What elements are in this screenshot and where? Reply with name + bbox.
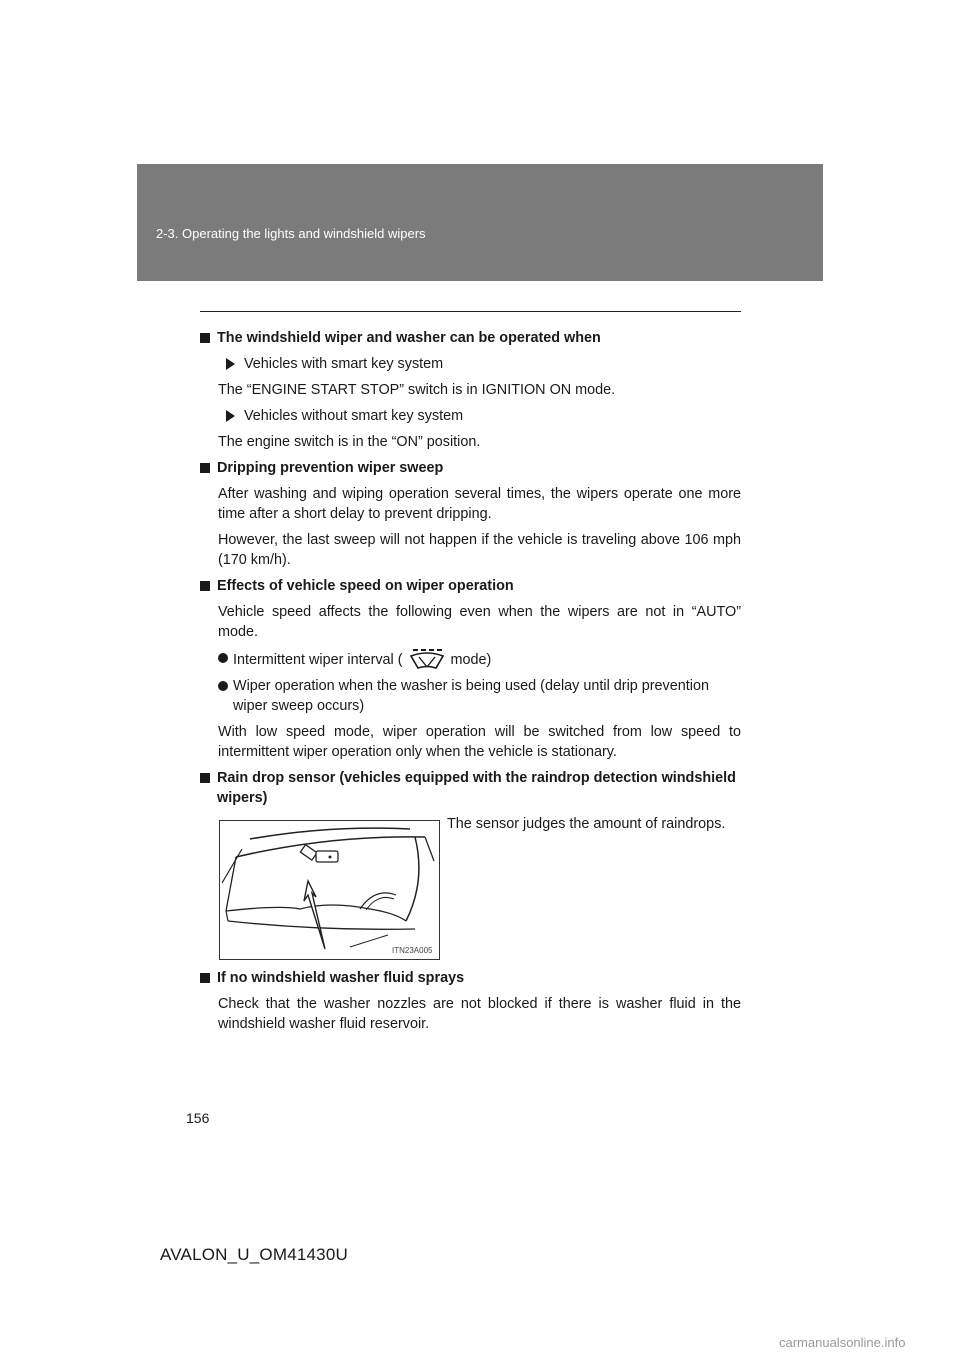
section-operating-conditions [200, 328, 741, 452]
arrow-item: Vehicles with smart key system [200, 354, 741, 374]
page-content [200, 328, 741, 1040]
square-bullet-icon [200, 773, 210, 783]
section-title: Dripping prevention wiper sweep [200, 458, 741, 478]
rain-sensor-illustration [219, 820, 440, 960]
section-header-title: 2-3. Operating the lights and windshield wipers [156, 226, 426, 241]
square-bullet-icon [200, 333, 210, 343]
paragraph: The engine switch is in the “ON” position. [218, 434, 481, 450]
section-vehicle-speed-effects [200, 576, 741, 762]
section-rain-drop-sensor [200, 768, 741, 960]
round-bullet-icon [218, 681, 228, 691]
paragraph: However, the last sweep will not happen if the vehicle is traveling above 106 mph (170 km/h). [218, 532, 741, 568]
paragraph: With low speed mode, wiper operation will be switched from low speed to intermittent wiper operation only when the vehicle is stationary. [218, 724, 741, 760]
paragraph: After washing and wiping operation several times, the wipers operate one more time after a short delay to prevent dripping. [218, 486, 741, 522]
triangle-arrow-icon [226, 410, 235, 422]
square-bullet-icon [200, 463, 210, 473]
figure-caption: The sensor judges the amount of raindrops. [447, 816, 726, 832]
section-title: If no windshield washer fluid sprays [200, 968, 741, 988]
paragraph: Check that the washer nozzles are not blocked if there is washer fluid in the windshield washer fluid reservoir. [218, 996, 741, 1032]
paragraph: Vehicle speed affects the following even when the wipers are not in “AUTO” mode. [218, 604, 741, 640]
section-header-band [137, 164, 823, 281]
round-bullet-icon [218, 653, 228, 663]
top-divider [200, 311, 741, 312]
section-title: Effects of vehicle speed on wiper operation [200, 576, 741, 596]
figure-code: ITN23A005 [392, 946, 433, 955]
windshield-sensor-drawing [220, 821, 439, 959]
section-dripping-prevention [200, 458, 741, 570]
figure-row [200, 814, 741, 960]
square-bullet-icon [200, 973, 210, 983]
section-no-washer-fluid [200, 968, 741, 1034]
intermittent-wiper-icon [407, 648, 447, 670]
square-bullet-icon [200, 581, 210, 591]
watermark: carmanualsonline.info [779, 1335, 906, 1350]
document-code: AVALON_U_OM41430U [160, 1245, 348, 1264]
paragraph: The “ENGINE START STOP” switch is in IGNITION ON mode. [218, 382, 616, 398]
list-item: Intermittent wiper interval ( mode) [200, 648, 741, 670]
arrow-item: Vehicles without smart key system [200, 406, 741, 426]
page-number: 156 [186, 1110, 210, 1126]
section-title: Rain drop sensor (vehicles equipped with the raindrop detection windshield wipers) [200, 768, 741, 808]
section-title: The windshield wiper and washer can be operated when [200, 328, 741, 348]
triangle-arrow-icon [226, 358, 235, 370]
list-item: Wiper operation when the washer is being used (delay until drip prevention wiper sweep occurs) [200, 676, 741, 716]
